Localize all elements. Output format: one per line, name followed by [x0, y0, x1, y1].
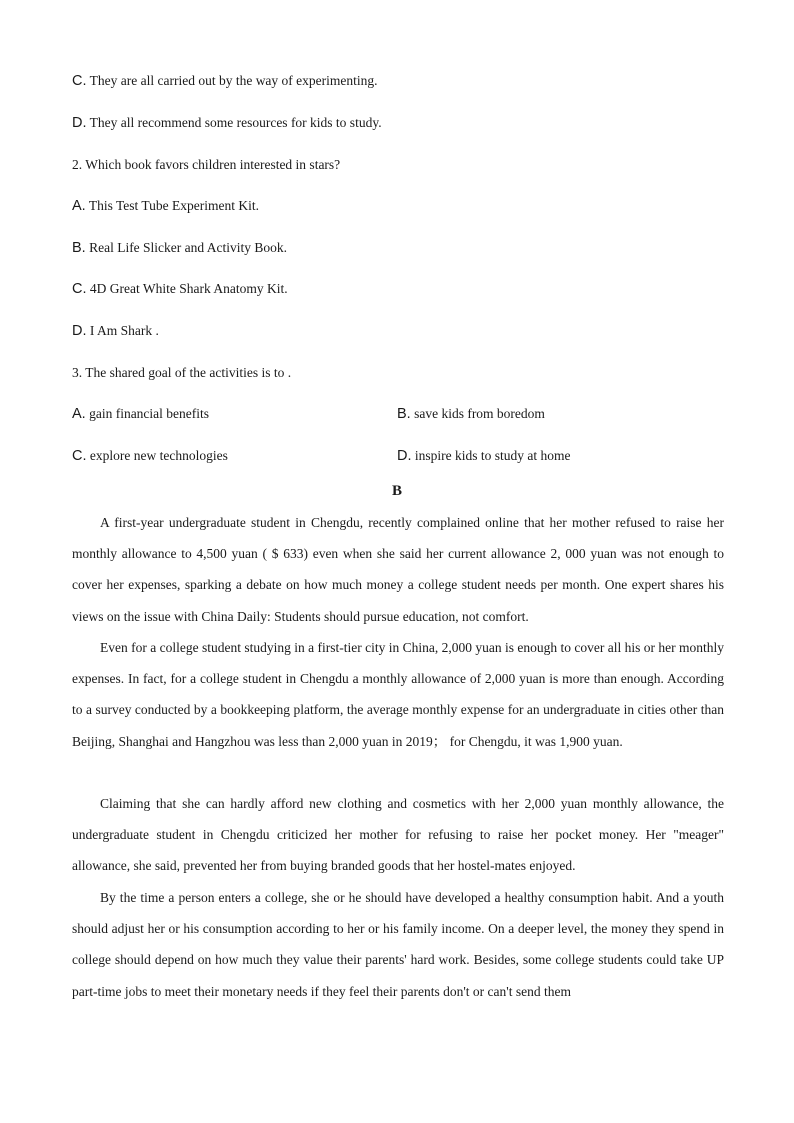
- option-text: explore new technologies: [89, 448, 228, 463]
- q2-option-b: [72, 239, 287, 257]
- option-letter: B.: [397, 406, 411, 422]
- option-letter: B.: [72, 240, 86, 256]
- option-letter: D.: [72, 115, 87, 131]
- option-text: They all recommend some resources for kids to study.: [89, 115, 382, 130]
- option-text: Real Life Slicker and Activity Book.: [89, 240, 288, 255]
- option-letter: A.: [72, 406, 86, 422]
- q2-option-c: [72, 280, 288, 298]
- q2-stem: 2. Which book favors children interested in stars?: [72, 157, 341, 172]
- paragraph-2: Even for a college student studying in a first-tier city in China, 2,000 yuan is enough to cover all his or her monthly expenses. In fact, for a college student in Chengdu a monthly allowance of 2,000 yuan is more than enough. According to a survey conducted by a bookkeeping platform, the average monthly expense for an undergraduate in cities other than Beijing, Shanghai and Hangzhou was less than 2,000 yuan in 2019； for Chengdu, it was 1,900 yuan.: [72, 640, 724, 749]
- option-text: gain financial benefits: [89, 406, 210, 421]
- q2-option-d: [72, 322, 159, 340]
- paragraph-4: By the time a person enters a college, she or he should have developed a healthy consumption habit. And a youth should adjust her or his consumption according to her or his family income. On a deeper level, the money they spend in college should depend on how much they value their parents' hard work. Besides, some college students could take UP part-time jobs to meet their monetary needs if they feel their parents don't or can't send them: [72, 890, 724, 999]
- option-text: This Test Tube Experiment Kit.: [88, 198, 260, 213]
- paragraph-1: A first-year undergraduate student in Chengdu, recently complained online that her mother refused to raise her monthly allowance to 4,500 yuan ( $ 633) even when she said her current allowance 2, 000 yuan was not enough to cover her expenses, sparking a debate on how much money a college student needs per month. One expert shares his views on the issue with China Daily: Students should pursue education, not comfort.: [72, 515, 724, 624]
- option-text: I Am Shark .: [89, 323, 159, 338]
- option-letter: C.: [72, 281, 87, 297]
- option-letter: A.: [72, 198, 86, 214]
- option-letter: C.: [72, 448, 87, 464]
- q1-option-d: [72, 114, 382, 132]
- paragraph-3: Claiming that she can hardly afford new clothing and cosmetics with her 2,000 yuan monthly allowance, the undergraduate student in Chengdu criticized her mother for refusing to raise her pocket money. Her "meager" allowance, she said, prevented her from buying branded goods that her hostel-mates enjoyed.: [72, 796, 724, 874]
- option-text: save kids from boredom: [414, 406, 545, 421]
- option-text: inspire kids to study at home: [414, 448, 571, 463]
- q3-option-d: [397, 447, 571, 465]
- option-text: They are all carried out by the way of experimenting.: [89, 73, 378, 88]
- option-letter: D.: [397, 448, 412, 464]
- option-letter: D.: [72, 323, 87, 339]
- q1-option-c: [72, 72, 378, 90]
- option-letter: C.: [72, 73, 87, 89]
- option-text: 4D Great White Shark Anatomy Kit.: [89, 281, 288, 296]
- section-heading: B: [391, 483, 402, 499]
- q3-option-c: [72, 447, 228, 465]
- q2-option-a: [72, 197, 259, 215]
- q3-option-a: [72, 405, 209, 423]
- q3-stem: 3. The shared goal of the activities is to .: [72, 365, 292, 380]
- q3-option-b: [397, 405, 545, 423]
